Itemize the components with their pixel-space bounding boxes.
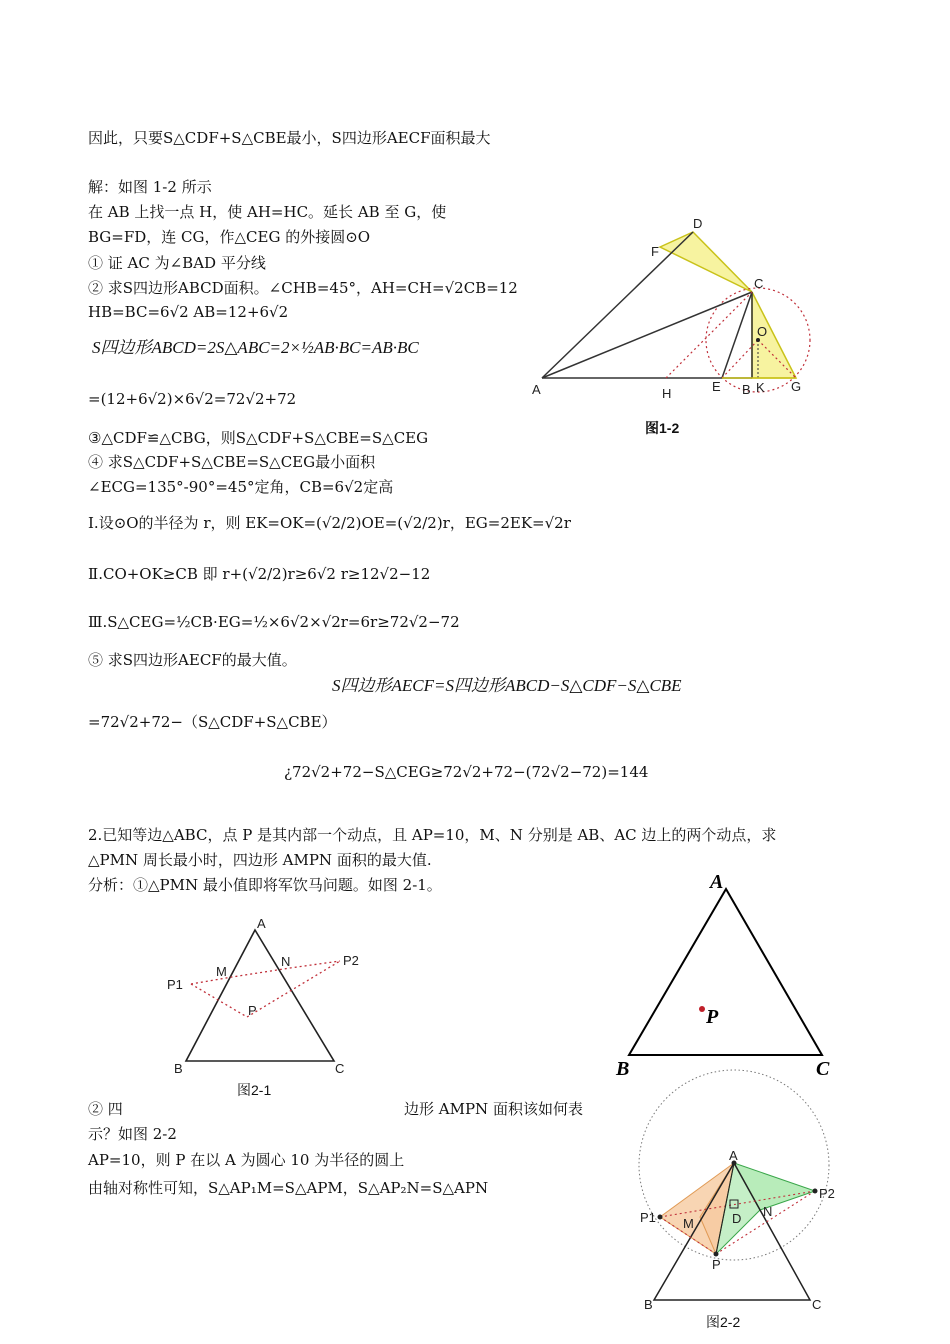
fig-label: P	[248, 1003, 257, 1018]
segment-ec	[722, 292, 752, 378]
formula-line: ¿72√2+72−S△CEG≥72√2+72−(72√2−72)=144	[284, 763, 649, 781]
segment-p1-p	[191, 984, 247, 1017]
fig-label: P1	[640, 1210, 656, 1225]
fig-label: P1	[167, 977, 183, 992]
fig-label: A	[532, 382, 541, 397]
text-line: ① 证 AC 为∠BAD 平分线	[88, 254, 266, 272]
triangle-fdc	[660, 232, 752, 292]
text-line: 解：如图 1-2 所示	[88, 178, 212, 196]
segment-hc	[666, 292, 752, 378]
point-p2	[813, 1189, 818, 1194]
fig-label: B	[742, 382, 751, 397]
figure-caption: 图2-1	[237, 1082, 272, 1098]
path-p1-m-n-p2	[191, 961, 340, 984]
text-line: 因此，只要S△CDF+S△CBE最小，S四边形AECF面积最大	[88, 129, 491, 147]
fig-label: F	[651, 244, 659, 259]
text-line: ④ 求S△CDF+S△CBE=S△CEG最小面积	[88, 453, 376, 471]
figure-caption: 图2-2	[706, 1314, 741, 1330]
text-line: 2.已知等边△ABC，点 P 是其内部一个动点，且 AP=10，M、N 分别是 AB、AC 边上的两个动点，求	[88, 826, 777, 844]
fig-label: K	[756, 380, 765, 395]
fig-label: A	[257, 916, 266, 931]
text-line: AP=10，则 P 在以 A 为圆心 10 为半径的圆上	[88, 1151, 405, 1169]
text-line: 示？如图 2-2	[88, 1125, 177, 1143]
formula-line: =72√2+72−（S△CDF+S△CBE）	[88, 713, 337, 731]
fig-label: B	[644, 1297, 653, 1312]
fig-label: E	[712, 379, 721, 394]
fig-label: A	[729, 1148, 738, 1163]
text-line: 由轴对称性可知，S△AP₁M=S△APM，S△AP₂N=S△APN	[88, 1179, 489, 1197]
figure-1-2	[530, 208, 830, 408]
segment-ad	[542, 232, 693, 378]
triangle-abc	[186, 930, 334, 1061]
fig-label: P2	[819, 1186, 835, 1201]
fig-label: B	[616, 1058, 630, 1080]
text-line: ∠ECG=135°-90°=45°定角，CB=6√2定高	[88, 478, 394, 496]
figure-caption: 图1-2	[645, 420, 680, 436]
formula-line: =(12+6√2)×6√2=72√2+72	[88, 390, 297, 408]
figure-2-2	[630, 1075, 870, 1325]
fig-label: D	[693, 216, 703, 231]
fig-label: O	[757, 324, 768, 339]
fig-label: C	[816, 1058, 830, 1080]
text-line: 在 AB 上找一点 H，使 AH=HC。延长 AB 至 G，使	[88, 203, 447, 221]
text-line: ② 四	[88, 1100, 123, 1118]
figure-equilateral-abc	[612, 871, 842, 1080]
figure-2-1	[160, 912, 380, 1082]
fig-label: B	[174, 1061, 183, 1076]
triangle-abc-large	[629, 889, 822, 1055]
fig-label: D	[732, 1211, 742, 1226]
fig-label: P	[706, 1006, 719, 1028]
formula-line: S四边形ABCD=2S△ABC=2×½AB·BC=AB·BC	[92, 338, 419, 357]
fig-label: H	[662, 386, 672, 401]
fig-label: N	[763, 1204, 773, 1219]
text-line: ⑤ 求S四边形AECF的最大值。	[88, 651, 297, 669]
point-p1	[658, 1215, 663, 1220]
fig-label: C	[335, 1061, 345, 1076]
fig-label: M	[216, 964, 227, 979]
text-line: ② 求S四边形ABCD面积。∠CHB=45°，AH=CH=√2CB=12	[88, 279, 518, 297]
text-line: △PMN 周长最小时，四边形 AMPN 面积的最大值.	[88, 851, 432, 869]
fig-label: C	[754, 276, 764, 291]
fig-label: A	[710, 871, 724, 893]
segment-p-p2	[247, 961, 340, 1017]
fig-label: G	[791, 379, 802, 394]
text-line: Ⅲ.S△CEG=½CB·EG=½×6√2×√2r=6r≥72√2−72	[88, 613, 460, 631]
text-line: HB=BC=6√2 AB=12+6√2	[88, 303, 289, 321]
fig-label: P	[712, 1257, 721, 1272]
point-p	[699, 1006, 705, 1012]
fig-label: N	[281, 954, 291, 969]
fig-label: M	[683, 1216, 694, 1231]
text-line: BG=FD，连 CG，作△CEG 的外接圆⊙O	[88, 228, 371, 246]
text-line: ③△CDF≌△CBG，则S△CDF+S△CBE=S△CEG	[88, 429, 429, 447]
text-line: Ⅰ.设⊙O的半径为 r，则 EK=OK=(√2/2)OE=(√2/2)r，EG=2EK=√2r	[88, 514, 571, 532]
segment-ac	[542, 292, 752, 378]
text-line: 分析：①△PMN 最小值即将军饮马问题。如图 2-1。	[88, 876, 442, 894]
point-p	[714, 1252, 719, 1257]
text-line: 边形 AMPN 面积该如何表	[404, 1100, 583, 1118]
fig-label: C	[812, 1297, 822, 1312]
text-line: Ⅱ.CO+OK≥CB 即 r+(√2/2)r≥6√2 r≥12√2−12	[88, 565, 431, 583]
fig-label: P2	[343, 953, 359, 968]
formula-line: S四边形AECF=S四边形ABCD−S△CDF−S△CBE	[332, 676, 682, 695]
